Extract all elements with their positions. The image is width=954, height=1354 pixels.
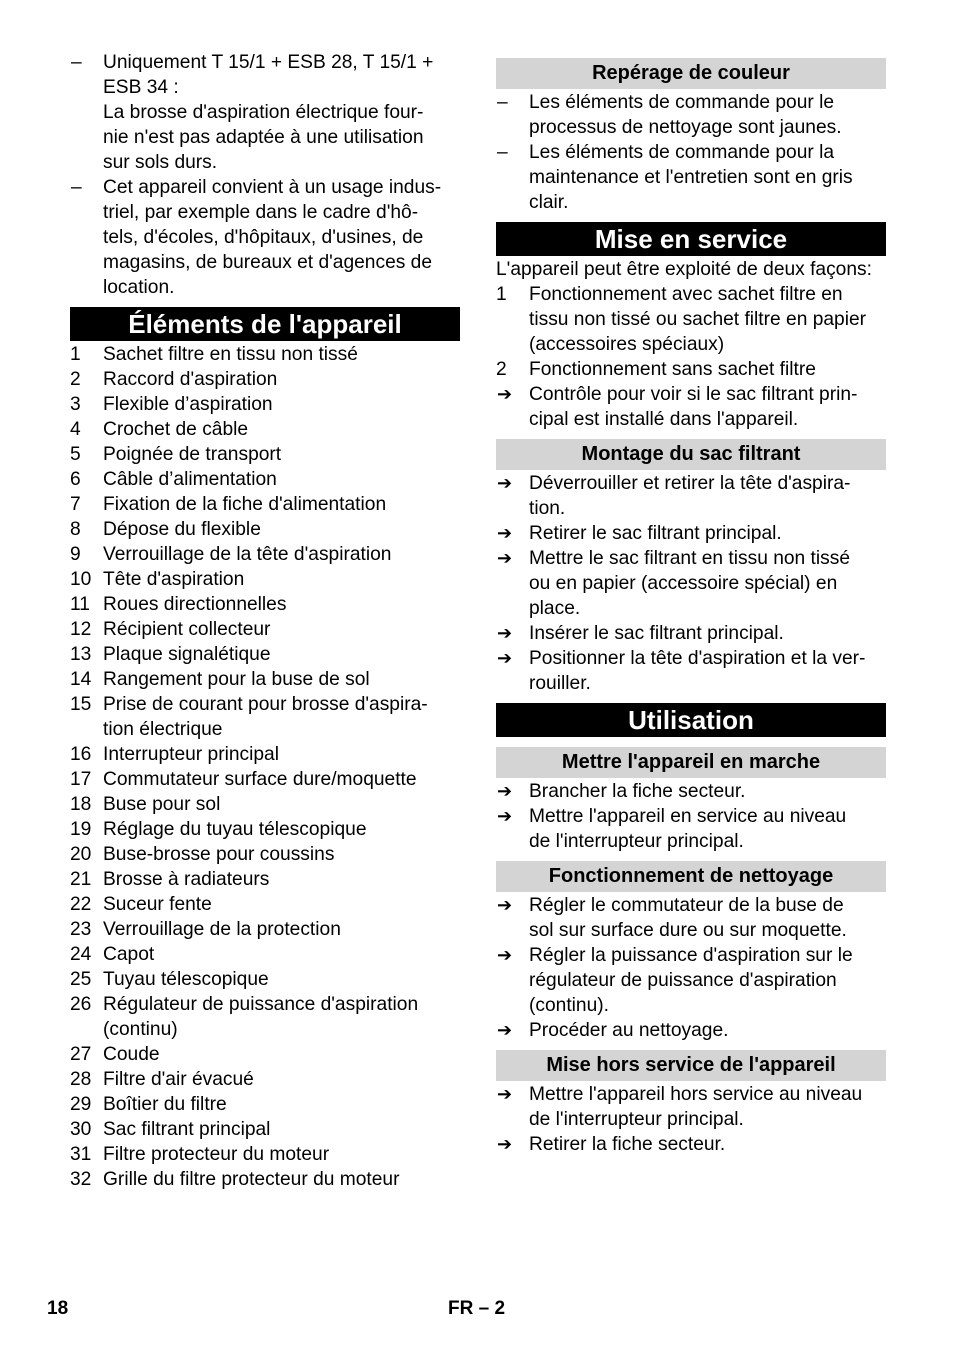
list-item-text: Régler le commutateur de la buse de sol sur surface dure ou sur moquette. xyxy=(529,895,847,941)
list-marker: – xyxy=(71,177,82,198)
element-number: 6 xyxy=(70,469,81,490)
element-label: Poignée de transport xyxy=(103,444,282,465)
element-list-item xyxy=(70,1142,460,1167)
list-item-text: Mettre l'appareil hors service au niveau de l'interrupteur principal. xyxy=(529,1084,863,1130)
list-item-text: Les éléments de commande pour la maintenance et l'entretien sont en gris clair. xyxy=(529,142,853,213)
element-number: 13 xyxy=(70,644,92,665)
color-list xyxy=(496,90,886,215)
element-list-item xyxy=(70,892,460,917)
list-item-text: Contrôle pour voir si le sac filtrant prin- cipal est installé dans l'appareil. xyxy=(529,384,858,430)
element-label: Fixation de la fiche d'alimentation xyxy=(103,494,387,515)
element-label: Filtre d'air évacué xyxy=(103,1069,254,1090)
element-number: 21 xyxy=(70,869,92,890)
element-list-item xyxy=(70,1092,460,1117)
element-list-item xyxy=(70,767,460,792)
arrow-icon: ➔ xyxy=(497,648,513,668)
element-label: Flexible d’aspiration xyxy=(103,394,273,415)
element-label: Verrouillage de la protection xyxy=(103,919,341,940)
element-list-item xyxy=(70,1167,460,1192)
list-item-text: Cet appareil convient à un usage indus- triel, par exemple dans le cadre d'hô- tels, d'écoles, d'hôpitaux, d'usines, de magasins, de bureaux et d'agences de location. xyxy=(103,177,442,298)
list-item-text: Fonctionnement sans sachet filtre xyxy=(529,359,816,380)
start-list xyxy=(496,779,886,854)
element-label: Prise de courant pour brosse d'aspira- tion électrique xyxy=(103,694,428,740)
element-list-item xyxy=(70,942,460,967)
element-number: 17 xyxy=(70,769,92,790)
arrow-icon: ➔ xyxy=(497,895,513,915)
arrow-icon: ➔ xyxy=(497,945,513,965)
element-list-item xyxy=(70,517,460,542)
element-label: Raccord d'aspiration xyxy=(103,369,278,390)
element-number: 7 xyxy=(70,494,81,515)
list-item-text: Les éléments de commande pour le processus de nettoyage sont jaunes. xyxy=(529,92,842,138)
list-item-text: Uniquement T 15/1 + ESB 28, T 15/1 + ESB 34 : La brosse d'aspiration électrique four- nie n'est pas adaptée à une utilisation sur sols durs. xyxy=(103,52,434,173)
element-label: Plaque signalétique xyxy=(103,644,271,665)
list-item xyxy=(496,357,886,382)
section-heading-elements: Éléments de l'appareil xyxy=(70,307,460,341)
element-number: 10 xyxy=(70,569,92,590)
list-item xyxy=(496,804,886,854)
element-number: 14 xyxy=(70,669,92,690)
list-item xyxy=(70,175,460,300)
list-item-text: Fonctionnement avec sachet filtre en tissu non tissé ou sachet filtre en papier (accessoires spéciaux) xyxy=(529,284,867,355)
list-item-text: Mettre l'appareil en service au niveau de l'interrupteur principal. xyxy=(529,806,847,852)
element-list-item xyxy=(70,467,460,492)
arrow-icon: ➔ xyxy=(497,806,513,826)
arrow-icon: ➔ xyxy=(497,1084,513,1104)
element-number: 25 xyxy=(70,969,92,990)
list-item xyxy=(496,471,886,521)
list-item xyxy=(496,779,886,804)
element-number: 8 xyxy=(70,519,81,540)
list-marker: 2 xyxy=(496,359,507,380)
list-item-text: Procéder au nettoyage. xyxy=(529,1020,729,1041)
list-item-text: Retirer le sac filtrant principal. xyxy=(529,523,782,544)
element-list-item xyxy=(70,542,460,567)
element-label: Grille du filtre protecteur du moteur xyxy=(103,1169,400,1190)
element-label: Capot xyxy=(103,944,155,965)
stop-list xyxy=(496,1082,886,1157)
element-list-item xyxy=(70,367,460,392)
element-label: Tuyau télescopique xyxy=(103,969,269,990)
list-item-text: Régler la puissance d'aspiration sur le régulateur de puissance d'aspiration (continu). xyxy=(529,945,853,1016)
element-number: 9 xyxy=(70,544,81,565)
element-number: 1 xyxy=(70,344,81,365)
list-item xyxy=(496,140,886,215)
section-heading-usage: Utilisation xyxy=(496,703,886,737)
arrow-icon: ➔ xyxy=(497,1134,513,1154)
element-list-item xyxy=(70,1067,460,1092)
element-list-item xyxy=(70,692,460,742)
list-item xyxy=(496,1132,886,1157)
element-list-item xyxy=(70,742,460,767)
element-number: 23 xyxy=(70,919,92,940)
list-marker: – xyxy=(71,52,82,73)
element-label: Verrouillage de la tête d'aspiration xyxy=(103,544,392,565)
element-label: Buse-brosse pour coussins xyxy=(103,844,335,865)
mount-list xyxy=(496,471,886,696)
element-label: Câble d’alimentation xyxy=(103,469,277,490)
element-number: 31 xyxy=(70,1144,92,1165)
element-label: Brosse à radiateurs xyxy=(103,869,270,890)
element-label: Sachet filtre en tissu non tissé xyxy=(103,344,358,365)
arrow-icon: ➔ xyxy=(497,1020,513,1040)
page-code: FR – 2 xyxy=(448,1298,506,1319)
element-number: 11 xyxy=(70,594,90,615)
element-list-item xyxy=(70,592,460,617)
element-list-item xyxy=(70,617,460,642)
element-number: 5 xyxy=(70,444,81,465)
list-item-text: Mettre le sac filtrant en tissu non tissé ou en papier (accessoire spécial) en place. xyxy=(529,548,850,619)
element-label: Récipient collecteur xyxy=(103,619,271,640)
element-list-item xyxy=(70,442,460,467)
intro-list xyxy=(70,50,460,300)
page-number: 18 xyxy=(47,1298,69,1319)
list-item xyxy=(496,621,886,646)
element-label: Boîtier du filtre xyxy=(103,1094,227,1115)
element-number: 30 xyxy=(70,1119,92,1140)
element-number: 3 xyxy=(70,394,81,415)
clean-list xyxy=(496,893,886,1043)
list-item-text: Retirer la fiche secteur. xyxy=(529,1134,726,1155)
element-number: 26 xyxy=(70,994,92,1015)
element-list-item xyxy=(70,492,460,517)
element-label: Filtre protecteur du moteur xyxy=(103,1144,330,1165)
list-item-text: Brancher la fiche secteur. xyxy=(529,781,746,802)
list-item xyxy=(496,1082,886,1132)
arrow-icon: ➔ xyxy=(497,384,513,404)
element-label: Rangement pour la buse de sol xyxy=(103,669,370,690)
list-item xyxy=(496,90,886,140)
element-label: Buse pour sol xyxy=(103,794,221,815)
subheading-start: Mettre l'appareil en marche xyxy=(496,747,886,778)
element-number: 2 xyxy=(70,369,81,390)
element-number: 19 xyxy=(70,819,92,840)
list-item-text: Déverrouiller et retirer la tête d'aspira- tion. xyxy=(529,473,851,519)
element-number: 28 xyxy=(70,1069,92,1090)
element-list-item xyxy=(70,842,460,867)
element-label: Régulateur de puissance d'aspiration (continu) xyxy=(103,994,419,1040)
element-label: Interrupteur principal xyxy=(103,744,279,765)
list-item-text: Positionner la tête d'aspiration et la ver- rouiller. xyxy=(529,648,866,694)
service-list xyxy=(496,282,886,432)
list-item xyxy=(496,893,886,943)
list-marker: – xyxy=(497,92,508,113)
subheading-filter-mount: Montage du sac filtrant xyxy=(496,439,886,470)
left-column xyxy=(70,50,460,1192)
element-label: Réglage du tuyau télescopique xyxy=(103,819,367,840)
element-list-item xyxy=(70,642,460,667)
element-number: 15 xyxy=(70,694,92,715)
element-number: 32 xyxy=(70,1169,92,1190)
list-item-text: Insérer le sac filtrant principal. xyxy=(529,623,784,644)
section-heading-service: Mise en service xyxy=(496,222,886,256)
element-label: Crochet de câble xyxy=(103,419,249,440)
element-label: Tête d'aspiration xyxy=(103,569,245,590)
arrow-icon: ➔ xyxy=(497,523,513,543)
element-number: 27 xyxy=(70,1044,92,1065)
element-list-item xyxy=(70,967,460,992)
list-item xyxy=(496,382,886,432)
element-list-item xyxy=(70,342,460,367)
subheading-cleaning: Fonctionnement de nettoyage xyxy=(496,861,886,892)
element-list-item xyxy=(70,1042,460,1067)
element-number: 12 xyxy=(70,619,92,640)
element-label: Coude xyxy=(103,1044,160,1065)
element-list-item xyxy=(70,417,460,442)
element-list-item xyxy=(70,817,460,842)
element-number: 18 xyxy=(70,794,92,815)
service-intro: L'appareil peut être exploité de deux façons: xyxy=(496,259,872,280)
list-item xyxy=(496,282,886,357)
list-item xyxy=(496,521,886,546)
element-list-item xyxy=(70,992,460,1042)
element-label: Suceur fente xyxy=(103,894,212,915)
list-marker: 1 xyxy=(496,284,507,305)
arrow-icon: ➔ xyxy=(497,548,513,568)
list-item xyxy=(496,943,886,1018)
element-label: Commutateur surface dure/moquette xyxy=(103,769,417,790)
element-list-item xyxy=(70,667,460,692)
arrow-icon: ➔ xyxy=(497,473,513,493)
subheading-shutdown: Mise hors service de l'appareil xyxy=(496,1050,886,1081)
element-list-item xyxy=(70,867,460,892)
element-number: 16 xyxy=(70,744,92,765)
element-list-item xyxy=(70,917,460,942)
element-list-item xyxy=(70,1117,460,1142)
arrow-icon: ➔ xyxy=(497,623,513,643)
element-label: Sac filtrant principal xyxy=(103,1119,271,1140)
element-list-item xyxy=(70,392,460,417)
element-label: Dépose du flexible xyxy=(103,519,261,540)
list-item xyxy=(496,646,886,696)
element-number: 22 xyxy=(70,894,92,915)
element-number: 20 xyxy=(70,844,92,865)
element-number: 24 xyxy=(70,944,92,965)
element-list-item xyxy=(70,792,460,817)
element-number: 4 xyxy=(70,419,81,440)
elements-list xyxy=(70,342,460,1192)
right-column xyxy=(496,58,886,1157)
list-marker: – xyxy=(497,142,508,163)
element-number: 29 xyxy=(70,1094,92,1115)
element-list-item xyxy=(70,567,460,592)
subheading-color-coding: Repérage de couleur xyxy=(496,58,886,89)
list-item xyxy=(496,1018,886,1043)
element-label: Roues directionnelles xyxy=(103,594,287,615)
list-item xyxy=(70,50,460,175)
list-item xyxy=(496,546,886,621)
arrow-icon: ➔ xyxy=(497,781,513,801)
